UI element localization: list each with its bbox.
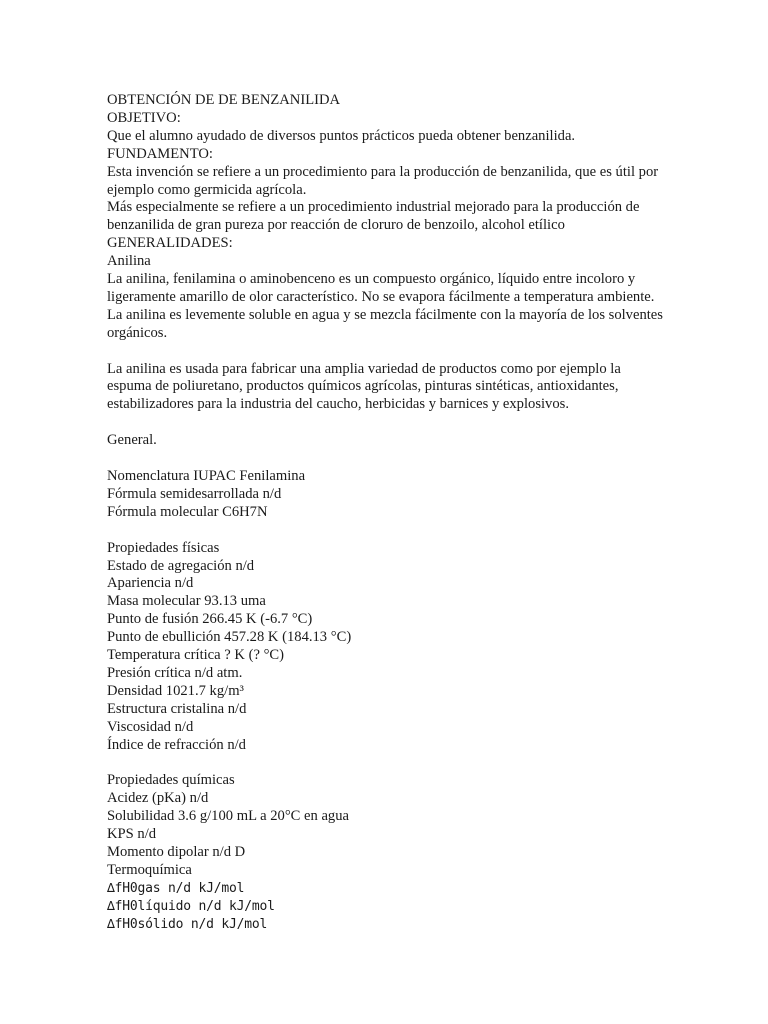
fisicas-line: Densidad 1021.7 kg/m³ <box>107 682 244 699</box>
spacer <box>107 522 667 540</box>
fundamento-paragraph-1: Esta invención se refiere a un procedimiento para la producción de benzanilida, que es útil por ejemplo como germicida agrícola. <box>107 163 659 198</box>
fisicas-line: Apariencia n/d <box>107 575 194 592</box>
anilina-paragraph-2: La anilina es usada para fabricar una amplia variedad de productos como por ejemplo la espuma de poliuretano, productos químicos agrícolas, pinturas sintéticas, antioxidantes, estabilizadores para la industria del caucho, herbicidas y barnices y explosivos. <box>107 360 621 413</box>
spacer <box>107 754 667 772</box>
fisicas-line: Punto de ebullición 457.28 K (184.13 °C) <box>107 629 352 646</box>
spacer <box>107 450 667 468</box>
document-page <box>107 92 667 934</box>
anilina-heading: Anilina <box>107 253 151 270</box>
fisicas-line: Temperatura crítica ? K (? °C) <box>107 647 285 664</box>
fisicas-line: Estructura cristalina n/d <box>107 700 247 717</box>
termo-line: ∆fH0líquido n/d kJ/mol <box>107 898 275 914</box>
quimicas-line: KPS n/d <box>107 826 157 843</box>
quimicas-line: Solubilidad 3.6 g/100 mL a 20°C en agua <box>107 808 350 825</box>
general-line: Fórmula semidesarrollada n/d <box>107 485 282 502</box>
generalidades-heading: GENERALIDADES: <box>107 235 233 252</box>
spacer <box>107 343 667 361</box>
general-line: Fórmula molecular C6H7N <box>107 503 268 520</box>
spacer <box>107 414 667 432</box>
quimicas-heading: Propiedades químicas <box>107 772 235 789</box>
termo-line: ∆fH0sólido n/d kJ/mol <box>107 916 268 932</box>
general-heading: General. <box>107 432 157 449</box>
fundamento-heading: FUNDAMENTO: <box>107 145 213 162</box>
objetivo-heading: OBJETIVO: <box>107 109 181 126</box>
general-line: Nomenclatura IUPAC Fenilamina <box>107 467 306 484</box>
termo-line: ∆fH0gas n/d kJ/mol <box>107 880 245 896</box>
fisicas-line: Punto de fusión 266.45 K (-6.7 °C) <box>107 611 313 628</box>
quimicas-line: Acidez (pKa) n/d <box>107 790 209 807</box>
fisicas-heading: Propiedades físicas <box>107 539 220 556</box>
fisicas-line: Estado de agregación n/d <box>107 557 255 574</box>
fisicas-line: Masa molecular 93.13 uma <box>107 593 266 610</box>
fisicas-line: Viscosidad n/d <box>107 718 194 735</box>
quimicas-line: Termoquímica <box>107 861 192 878</box>
fisicas-line: Presión crítica n/d atm. <box>107 664 243 681</box>
quimicas-line: Momento dipolar n/d D <box>107 843 246 860</box>
anilina-paragraph-1: La anilina, fenilamina o aminobenceno es un compuesto orgánico, líquido entre incoloro y ligeramente amarillo de olor característico. No se evapora fácilmente a temperatura ambiente. La anilina es levemente soluble en agua y se mezcla fácilmente con la mayoría de los solventes orgánicos. <box>107 271 663 341</box>
objetivo-text: Que el alumno ayudado de diversos puntos prácticos pueda obtener benzanilida. <box>107 127 576 144</box>
document-title: OBTENCIÓN DE DE BENZANILIDA <box>107 92 341 108</box>
fisicas-line: Índice de refracción n/d <box>107 736 246 753</box>
fundamento-paragraph-2: Más especialmente se refiere a un procedimiento industrial mejorado para la producción de benzanilida de gran pureza por reacción de cloruro de benzoilo, alcohol etílico <box>107 199 640 234</box>
